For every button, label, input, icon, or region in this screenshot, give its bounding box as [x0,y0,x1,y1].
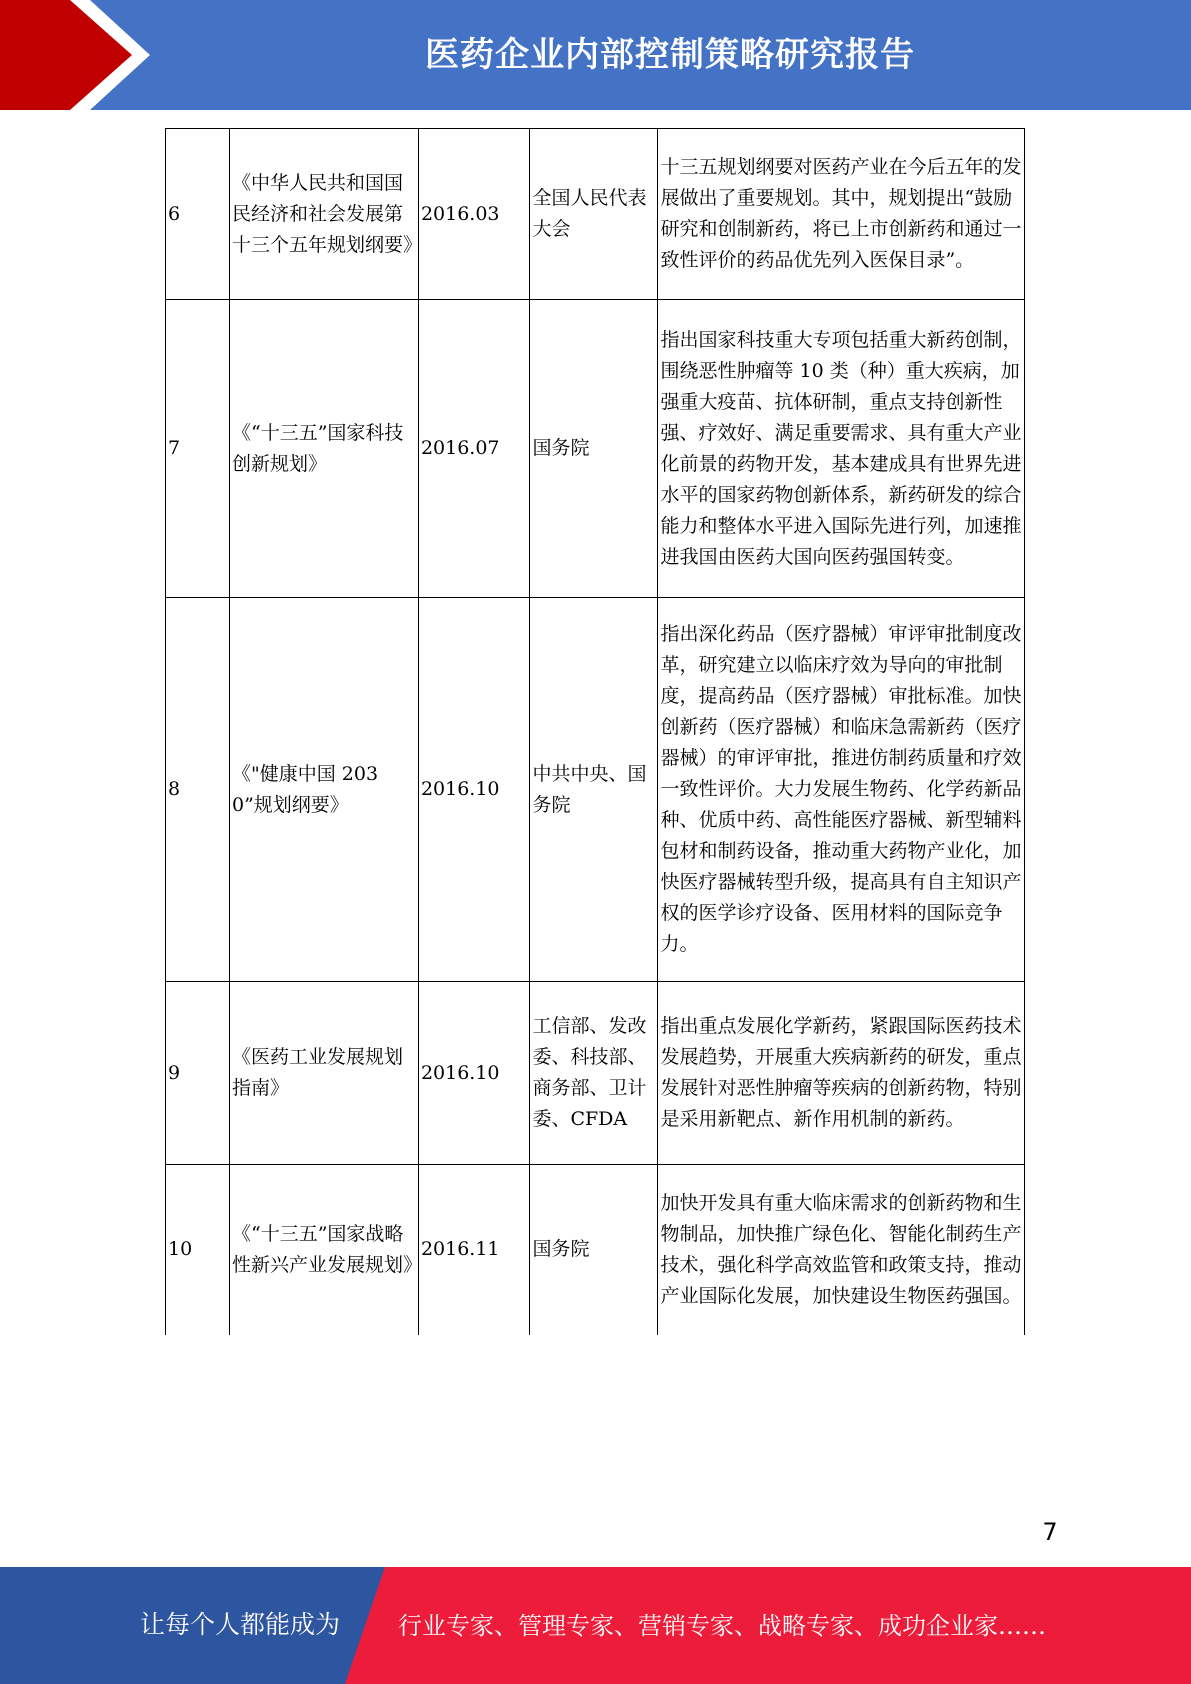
row-number: 6 [166,129,230,300]
issue-date: 2016.10 [418,598,530,982]
table-row [166,1165,1025,1335]
issuer: 全国人民代表大会 [530,129,658,300]
policy-name: 《“十三五”国家战略性新兴产业发展规划》 [230,1165,419,1335]
issue-date: 2016.07 [418,300,530,598]
issue-date: 2016.11 [418,1165,530,1335]
policy-content: 指出国家科技重大专项包括重大新药创制，围绕恶性肿瘤等 10 类（种）重大疾病，加强重大疫苗、抗体研制，重点支持创新性强、疗效好、满足重要需求、具有重大产业化前景的药物开发，基本建成具有世界先进水平的国家药物创新体系，新药研发的综合能力和整体水平进入国际先进行列，加速推进我国由医药大国向医药强国转变。 [658,300,1025,598]
row-number: 10 [166,1165,230,1335]
header-arrow-icon [0,0,140,110]
report-title: 医药企业内部控制策略研究报告 [425,35,915,75]
row-number: 8 [166,598,230,982]
issuer: 国务院 [530,300,658,598]
table-row [166,982,1025,1165]
policy-name: 《医药工业发展规划指南》 [230,982,419,1165]
policy-table [165,128,1025,1335]
page-number: 7 [1042,1518,1058,1546]
issue-date: 2016.03 [418,129,530,300]
footer-slogan-roles: 行业专家、管理专家、营销专家、战略专家、成功企业家…… [398,1612,1046,1640]
footer-slogan-lead: 让每个人都能成为 [140,1610,341,1639]
row-number: 9 [166,982,230,1165]
policy-name: 《中华人民共和国国民经济和社会发展第十三个五年规划纲要》 [230,129,419,300]
policy-name: 《“十三五”国家科技创新规划》 [230,300,419,598]
policy-content: 十三五规划纲要对医药产业在今后五年的发展做出了重要规划。其中，规划提出“鼓励研究和创制新药，将已上市创新药和通过一致性评价的药品优先列入医保目录”。 [658,129,1025,300]
issuer: 工信部、发改委、科技部、商务部、卫计委、CFDA [530,982,658,1165]
row-number: 7 [166,300,230,598]
policy-content: 指出重点发展化学新药，紧跟国际医药技术发展趋势，开展重大疾病新药的研发，重点发展针对恶性肿瘤等疾病的创新药物，特别是采用新靶点、新作用机制的新药。 [658,982,1025,1165]
policy-name: 《"健康中国 2030”规划纲要》 [230,598,419,982]
table-row [166,300,1025,598]
issuer: 中共中央、国务院 [530,598,658,982]
table-row [166,129,1025,300]
policy-content: 指出深化药品（医疗器械）审评审批制度改革，研究建立以临床疗效为导向的审批制度，提高药品（医疗器械）审批标准。加快创新药（医疗器械）和临床急需新药（医疗器械）的审评审批，推进仿制药质量和疗效一致性评价。大力发展生物药、化学药新品种、优质中药、高性能医疗器械、新型辅料包材和制药设备，推动重大药物产业化，加快医疗器械转型升级，提高具有自主知识产权的医学诊疗设备、医用材料的国际竞争力。 [658,598,1025,982]
issue-date: 2016.10 [418,982,530,1165]
policy-content: 加快开发具有重大临床需求的创新药物和生物制品，加快推广绿色化、智能化制药生产技术，强化科学高效监管和政策支持，推动产业国际化发展，加快建设生物医药强国。 [658,1165,1025,1335]
issuer: 国务院 [530,1165,658,1335]
page-header [0,0,1191,110]
page-footer [0,1567,1191,1684]
table-row [166,598,1025,982]
